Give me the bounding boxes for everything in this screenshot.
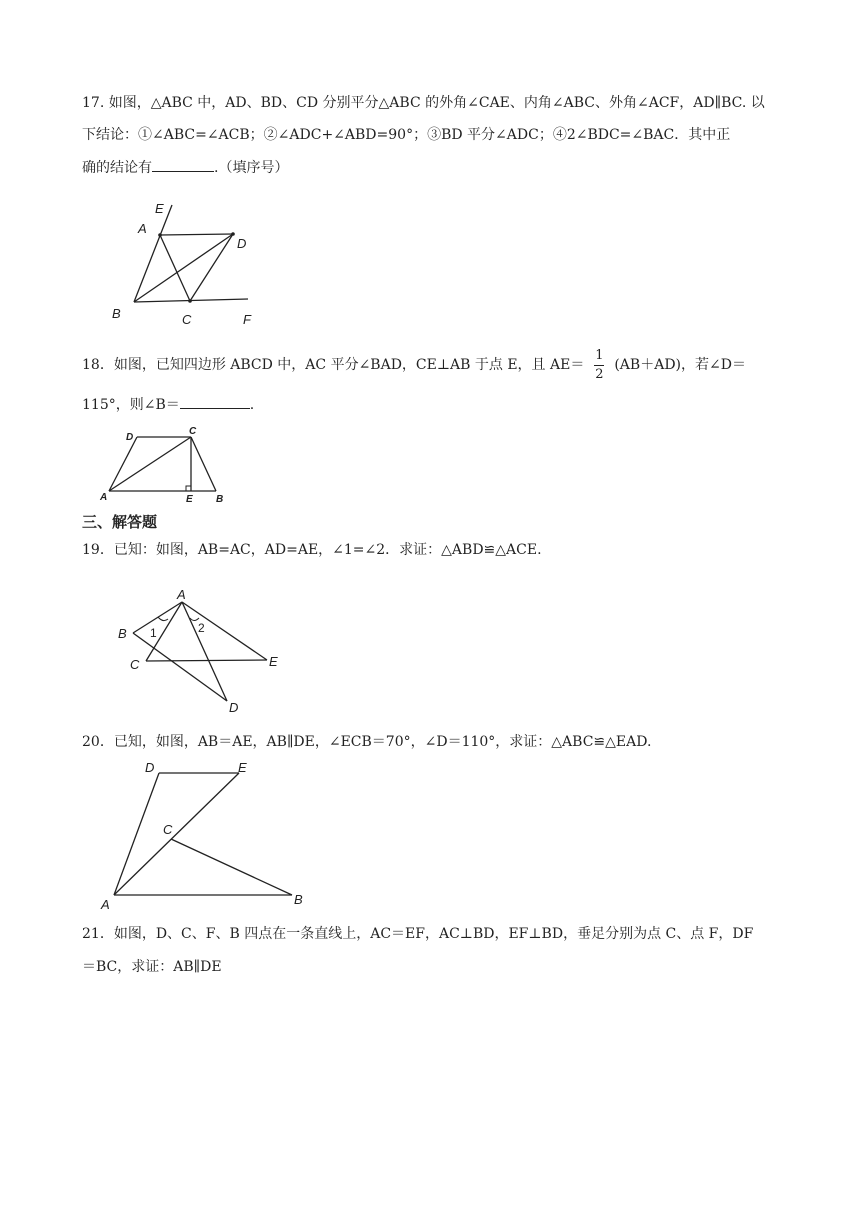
q18-label-D: D: [126, 432, 134, 443]
q19-label-C: C: [130, 657, 140, 672]
q17-label-E: E: [155, 201, 164, 216]
q20-label-E: E: [238, 760, 247, 775]
q18-label-B: B: [216, 494, 224, 505]
q17-line1: 17. 如图，△ABC 中，AD、BD、CD 分别平分△ABC 的外角∠CAE、内角∠ABC、外角∠ACF，AD∥BC. 以: [82, 95, 765, 111]
q17-line3-text: 确的结论有: [82, 160, 152, 176]
q18-text-b: (AB＋AD)，若∠D＝: [614, 357, 746, 373]
q17-line3-tail: .（填序号）: [214, 160, 289, 176]
q18-label-C: C: [189, 426, 197, 437]
q18-label-A: A: [100, 492, 108, 503]
q18-line2-tail: .: [249, 397, 255, 413]
q21-line2: ＝BC，求证：AB∥DE: [82, 959, 222, 975]
q19-label-B: B: [118, 626, 127, 641]
q19-angle-1: 1: [150, 626, 157, 640]
q17-label-B: B: [112, 306, 121, 321]
q17-label-A: A: [138, 221, 147, 236]
q17-line2: 下结论：①∠ABC=∠ACB；②∠ADC+∠ABD=90°；③BD 平分∠ADC；④2∠BDC=∠BAC．其中正: [82, 127, 731, 143]
section-3-title: 三、解答题: [82, 513, 158, 531]
q20-label-C: C: [163, 822, 173, 837]
q18-text-a: 18．如图，已知四边形 ABCD 中，AC 平分∠BAD，CE⊥AB 于点 E，且 AE＝: [82, 357, 585, 373]
q19-angle-2: 2: [198, 621, 205, 635]
q19-label-A: A: [177, 587, 186, 602]
q19-label-D: D: [229, 700, 239, 715]
q20-label-B: B: [294, 892, 303, 907]
q21-line1: 21．如图，D、C、F、B 四点在一条直线上，AC＝EF，AC⊥BD，EF⊥BD，垂足分别为点 C、点 F，DF: [82, 926, 754, 942]
q20-label-D: D: [145, 760, 155, 775]
q18-label-E: E: [186, 494, 193, 505]
q17-label-D: D: [237, 236, 247, 251]
q18-frac-denominator: 2: [595, 366, 604, 382]
q19-text: 19．已知：如图，AB=AC，AD=AE，∠1=∠2．求证：△ABD≌△ACE.: [82, 542, 542, 558]
q17-label-F: F: [243, 312, 251, 327]
q17-label-C: C: [182, 312, 192, 327]
q20-label-A: A: [101, 897, 110, 912]
q19-label-E: E: [269, 654, 278, 669]
q18-frac-numerator: 1: [595, 347, 604, 363]
q20-text: 20．已知，如图，AB＝AE，AB∥DE，∠ECB＝70°，∠D＝110°，求证：△ABC≌△EAD.: [82, 734, 652, 750]
q18-line2-text: 115°，则∠B＝: [82, 397, 180, 413]
